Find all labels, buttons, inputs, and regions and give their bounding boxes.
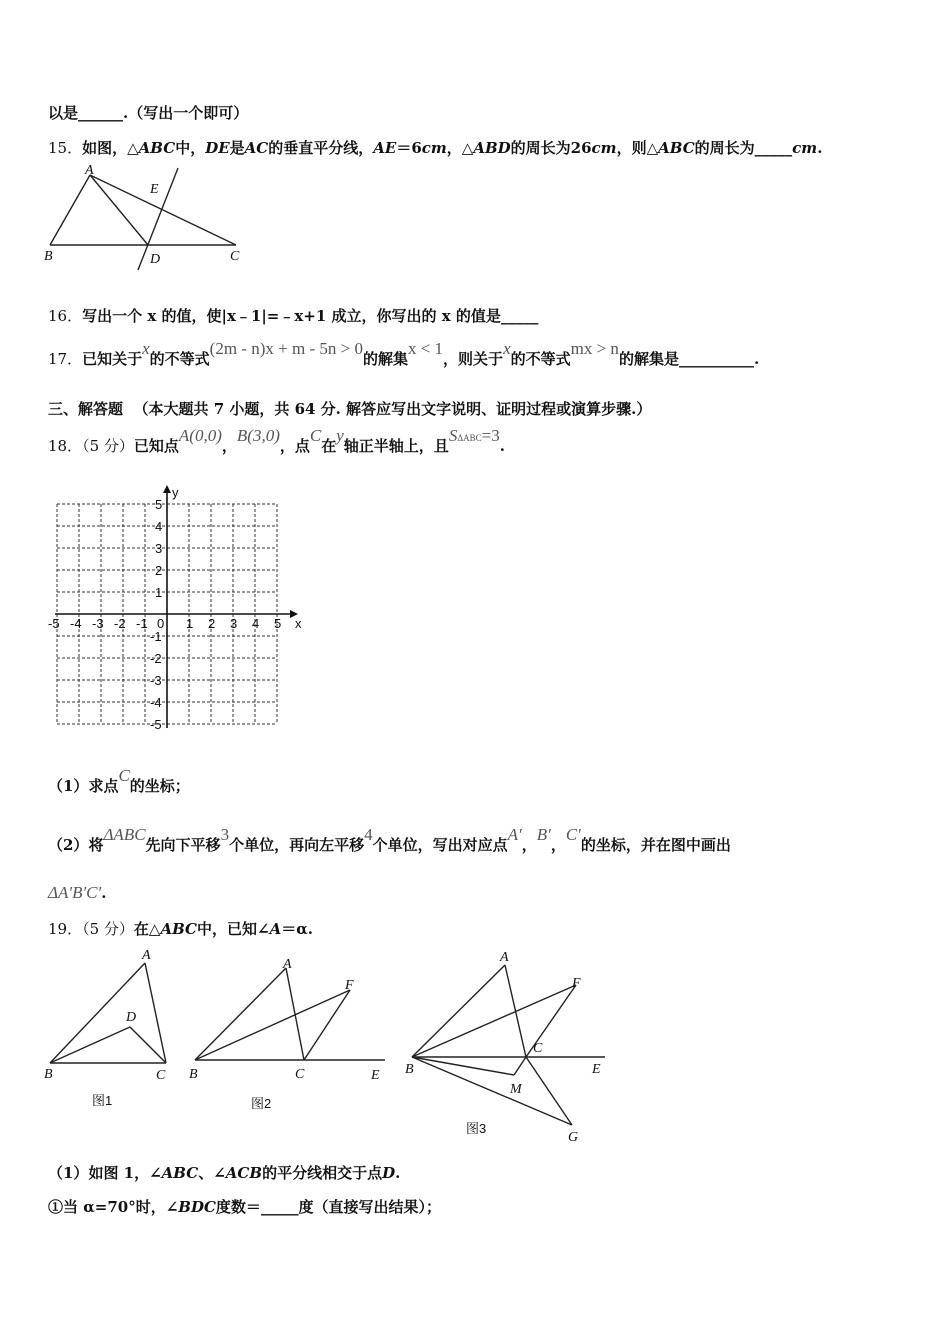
label-e: E — [592, 1062, 601, 1077]
label-c: C — [533, 1041, 543, 1056]
math-term: ACB — [225, 1164, 263, 1182]
math-term: BDC — [178, 1198, 216, 1216]
label-c: C — [230, 249, 240, 264]
label-c: C — [156, 1068, 166, 1083]
x-tick-label: 2 — [208, 616, 216, 631]
unit: cm — [792, 139, 818, 157]
point-c: C — [309, 426, 322, 445]
y-tick-label: 3 — [155, 541, 163, 556]
question-text: 写出一个 x 的值，使|x﹣1|=﹣x+1 成立，你写出的 x 的值是 — [82, 307, 501, 325]
label-g: G — [568, 1130, 579, 1145]
label-f: F — [345, 978, 354, 993]
sub-part-number: ① — [48, 1198, 64, 1216]
y-tick-label: -2 — [150, 651, 162, 666]
label-e: E — [371, 1068, 380, 1083]
answer-blank: __________ — [678, 350, 754, 368]
label-b: B — [189, 1067, 198, 1082]
text-line-top — [48, 102, 248, 123]
text-segment: 在 — [321, 437, 337, 455]
question-number: 17． — [48, 350, 83, 368]
text-segment: ， — [521, 836, 537, 854]
label-d: D — [126, 1010, 137, 1025]
text-segment: 先向下平移 — [145, 836, 221, 854]
point-c: C — [118, 766, 130, 785]
x-tick-label: 3 — [230, 616, 238, 631]
point-c-prime: C′ — [565, 825, 581, 844]
answer-blank: _____ — [754, 139, 793, 157]
label-c: C — [295, 1067, 305, 1082]
label-m: M — [510, 1082, 522, 1097]
point-a-prime: A′ — [507, 825, 522, 844]
math-term: D — [382, 1164, 396, 1182]
answer-blank: _____ — [260, 1198, 299, 1216]
question-18 — [48, 426, 505, 456]
unit: cm — [421, 139, 447, 157]
part-number: （1） — [48, 1164, 89, 1182]
math-term: A — [269, 920, 282, 938]
math-term: ABC — [161, 1164, 199, 1182]
shift-down-value: 3 — [220, 825, 230, 844]
y-tick-label: -4 — [150, 695, 162, 710]
math-term: ABC — [658, 139, 695, 157]
question-number: 15． — [48, 139, 83, 157]
text-segment: ， — [550, 836, 566, 854]
label-d: D — [150, 252, 161, 267]
text-segment: ＝6 — [396, 139, 422, 157]
x-tick-label: -5 — [48, 616, 60, 631]
text-segment: 是 — [229, 139, 245, 157]
text-segment: 的周长为 — [694, 139, 755, 157]
question-19-part-1 — [48, 1162, 400, 1183]
text-segment: 的不等式 — [149, 350, 210, 368]
figure-19-3 — [400, 945, 615, 1145]
text-segment: 求点 — [88, 777, 119, 795]
part-number: （2） — [48, 836, 89, 854]
question-18-part-2 — [48, 825, 731, 855]
math-term: ABD — [473, 139, 511, 157]
question-18-part-1 — [48, 766, 190, 796]
answer-blank: ______ — [78, 104, 124, 122]
x-tick-label: -2 — [114, 616, 126, 631]
text-segment: 的周长为26 — [510, 139, 592, 157]
text-segment: . — [395, 1164, 401, 1182]
text-segment: . — [817, 139, 823, 157]
figure-15-triangle — [40, 160, 260, 275]
label-a: A — [85, 163, 94, 178]
y-tick-label: 1 — [155, 585, 163, 600]
area-symbol: S — [448, 426, 458, 445]
section-heading — [48, 398, 651, 419]
text-segment: . — [101, 884, 107, 902]
figure-caption: 图2 — [251, 1096, 272, 1111]
y-tick-label: 5 — [155, 497, 163, 512]
score: （5 分） — [82, 920, 134, 938]
y-tick-label: -1 — [150, 629, 162, 644]
text-segment: 已知关于 — [82, 350, 143, 368]
y-tick-label: 2 — [155, 563, 163, 578]
math-term: ABC — [138, 139, 176, 157]
math-term: x — [142, 339, 150, 358]
label-b: B — [405, 1062, 414, 1077]
label-b: B — [44, 1067, 53, 1082]
math-term: DE — [205, 139, 230, 157]
text-segment: 以是 — [48, 104, 79, 122]
math-term: AE — [373, 139, 397, 157]
question-15 — [48, 137, 822, 158]
math-expression: x < 1 — [407, 339, 444, 358]
text-segment: ， — [221, 437, 237, 455]
math-term: x — [503, 339, 511, 358]
y-tick-label: -3 — [150, 673, 162, 688]
text-segment: 个单位，写出对应点 — [372, 836, 508, 854]
text-segment: 的坐标； — [129, 777, 190, 795]
question-number: 19． — [48, 920, 83, 938]
text-segment: 将 — [88, 836, 104, 854]
question-17 — [48, 339, 760, 369]
text-segment: ，则关于 — [443, 350, 504, 368]
text-segment: ，点 — [279, 437, 310, 455]
text-segment: 中，已知∠ — [197, 920, 270, 938]
x-tick-label: 1 — [186, 616, 194, 631]
label-a: A — [142, 948, 151, 963]
triangle-symbol: ΔABC — [103, 825, 146, 844]
question-number: 16． — [48, 307, 83, 325]
text-segment: 的解集 — [362, 350, 408, 368]
question-18-part-2-cont — [48, 883, 106, 903]
question-number: 18． — [48, 437, 83, 455]
area-subscript: ΔABC — [457, 433, 482, 443]
text-segment: 的解集是 — [618, 350, 679, 368]
text-segment: ＝α. — [281, 920, 313, 938]
text-segment: 度（直接写出结果）； — [298, 1198, 441, 1216]
text-segment: . — [499, 437, 505, 455]
text-segment: 的不等式 — [510, 350, 571, 368]
text-segment: 个单位，再向左平移 — [229, 836, 365, 854]
point-a: A(0,0) — [178, 426, 222, 445]
label-e: E — [150, 182, 159, 197]
coordinate-grid — [48, 485, 310, 738]
label-a: A — [500, 950, 509, 965]
x-axis-label: x — [295, 616, 302, 631]
math-term: y — [336, 426, 344, 445]
text-segment: 、∠ — [198, 1164, 226, 1182]
shift-left-value: 4 — [364, 825, 373, 844]
question-19 — [48, 918, 313, 939]
area-value: =3 — [481, 426, 500, 445]
y-axis-arrow — [163, 485, 171, 493]
triangle-symbol: ΔA′B′C′ — [48, 883, 102, 902]
section-note: （本大题共 7 小题，共 64 分. 解答应写出文字说明、证明过程或演算步骤.） — [133, 400, 652, 418]
y-axis-label: y — [172, 485, 179, 500]
answer-blank: _____ — [500, 307, 539, 325]
text-segment: 的垂直平分线， — [268, 139, 374, 157]
math-term: ABC — [160, 920, 197, 938]
text-segment: 如图 1，∠ — [88, 1164, 162, 1182]
text-segment: 已知点 — [133, 437, 179, 455]
question-19-part-1a — [48, 1196, 441, 1217]
text-segment: 的平分线相交于点 — [262, 1164, 383, 1182]
text-segment: 中， — [175, 139, 206, 157]
math-expression: mx > n — [570, 339, 619, 358]
text-segment: 当 α=70°时，∠ — [63, 1198, 179, 1216]
x-tick-label: 4 — [252, 616, 260, 631]
text-segment: ，则△ — [616, 139, 659, 157]
point-b-prime: B′ — [536, 825, 551, 844]
figure-19-2 — [185, 950, 395, 1120]
text-segment: 轴正半轴上，且 — [343, 437, 449, 455]
score: （5 分） — [82, 437, 134, 455]
y-tick-label: 4 — [155, 519, 163, 534]
figure-caption: 图1 — [92, 1093, 113, 1108]
text-segment: 在△ — [133, 920, 161, 938]
math-term: AC — [244, 139, 269, 157]
figure-caption: 图3 — [466, 1121, 487, 1136]
text-segment: .（写出一个即可） — [123, 104, 249, 122]
x-tick-label: -4 — [70, 616, 82, 631]
y-tick-label: -5 — [150, 717, 162, 732]
figure-19-1 — [40, 945, 180, 1115]
label-f: F — [572, 976, 581, 991]
x-tick-label: 5 — [274, 616, 282, 631]
unit: cm — [591, 139, 617, 157]
point-b: B(3,0) — [236, 426, 280, 445]
math-expression: (2m - n)x + m - 5n > 0 — [209, 339, 363, 358]
label-a: A — [283, 957, 292, 972]
x-tick-label: -3 — [92, 616, 104, 631]
question-16 — [48, 305, 538, 326]
section-title: 三、解答题 — [48, 400, 124, 418]
origin-label: 0 — [157, 616, 165, 631]
text-segment: . — [753, 350, 760, 368]
text-segment: 的坐标，并在图中画出 — [580, 836, 731, 854]
text-segment: 度数＝ — [215, 1198, 261, 1216]
x-tick-label: -1 — [136, 616, 148, 631]
part-number: （1） — [48, 777, 89, 795]
text-segment: ，△ — [446, 139, 474, 157]
label-b: B — [44, 249, 53, 264]
text-segment: 如图，△ — [82, 139, 139, 157]
